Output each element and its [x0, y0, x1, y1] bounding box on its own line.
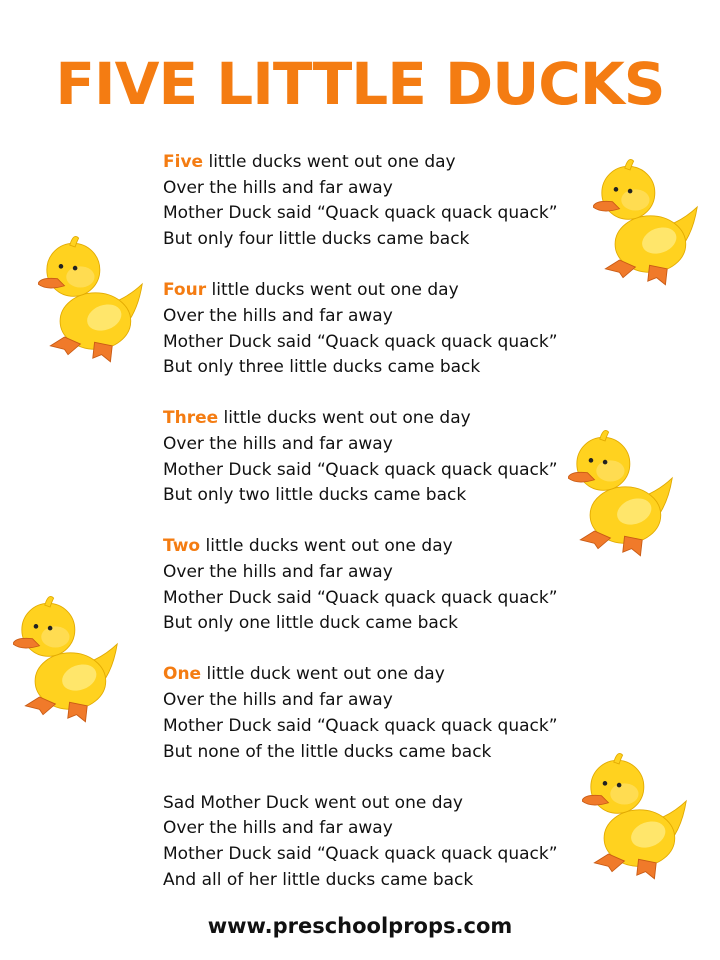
line-text: little ducks went out one day — [218, 408, 471, 429]
count-word: One — [163, 664, 202, 685]
poem-line — [163, 150, 583, 176]
poem-line: Over the hills and far away — [163, 690, 393, 711]
poem-line: Mother Duck said “Quack quack quack quack” — [163, 331, 558, 352]
page-title: FIVE LITTLE DUCKS — [55, 50, 665, 118]
poem-line: But none of the little ducks came back — [163, 741, 492, 762]
duckling-icon — [582, 739, 688, 893]
poem — [163, 150, 583, 919]
poem-line: Over the hills and far away — [163, 177, 393, 198]
stanza — [163, 278, 583, 381]
duckling-icon — [568, 416, 674, 570]
poem-line: Over the hills and far away — [163, 562, 393, 583]
poem-line: And all of her little ducks came back — [163, 869, 474, 890]
line-text: little ducks went out one day — [203, 152, 456, 172]
poem-line: Mother Duck said “Quack quack quack quack” — [163, 203, 558, 224]
poem-line: Mother Duck said “Quack quack quack quack” — [163, 587, 558, 608]
poem-line: Mother Duck said “Quack quack quack quack” — [163, 715, 558, 736]
website-footer: www.preschoolprops.com — [207, 914, 513, 938]
poem-line: But only three little ducks came back — [163, 357, 481, 378]
poem-line: Mother Duck said “Quack quack quack quack” — [163, 843, 558, 864]
duckling-icon — [593, 145, 699, 299]
duckling-icon — [38, 222, 144, 376]
count-word: Four — [163, 280, 207, 301]
stanza — [163, 406, 583, 509]
count-word: Three — [163, 408, 219, 429]
line-text: little ducks went out one day — [206, 280, 459, 301]
poem-line: Mother Duck said “Quack quack quack quack” — [163, 459, 558, 480]
stanza — [163, 791, 583, 894]
count-word: Two — [163, 536, 201, 557]
poem-line: Over the hills and far away — [163, 818, 393, 839]
count-word: Five — [163, 152, 204, 172]
stanza — [163, 534, 583, 637]
poem-line: Sad Mother Duck went out one day — [163, 792, 463, 813]
poem-line — [163, 278, 583, 304]
duckling-icon — [13, 582, 119, 736]
line-text: little duck went out one day — [201, 664, 445, 685]
poem-line: Over the hills and far away — [163, 433, 393, 454]
stanza — [163, 662, 583, 765]
poem-line: But only one little duck came back — [163, 613, 459, 634]
poem-line — [163, 406, 583, 432]
line-text: little ducks went out one day — [200, 536, 453, 557]
poem-line: Over the hills and far away — [163, 305, 393, 326]
poem-line — [163, 534, 583, 560]
stanza — [163, 150, 583, 253]
poem-line: But only four little ducks came back — [163, 229, 470, 250]
poem-line: But only two little ducks came back — [163, 485, 467, 506]
poem-line — [163, 662, 583, 688]
